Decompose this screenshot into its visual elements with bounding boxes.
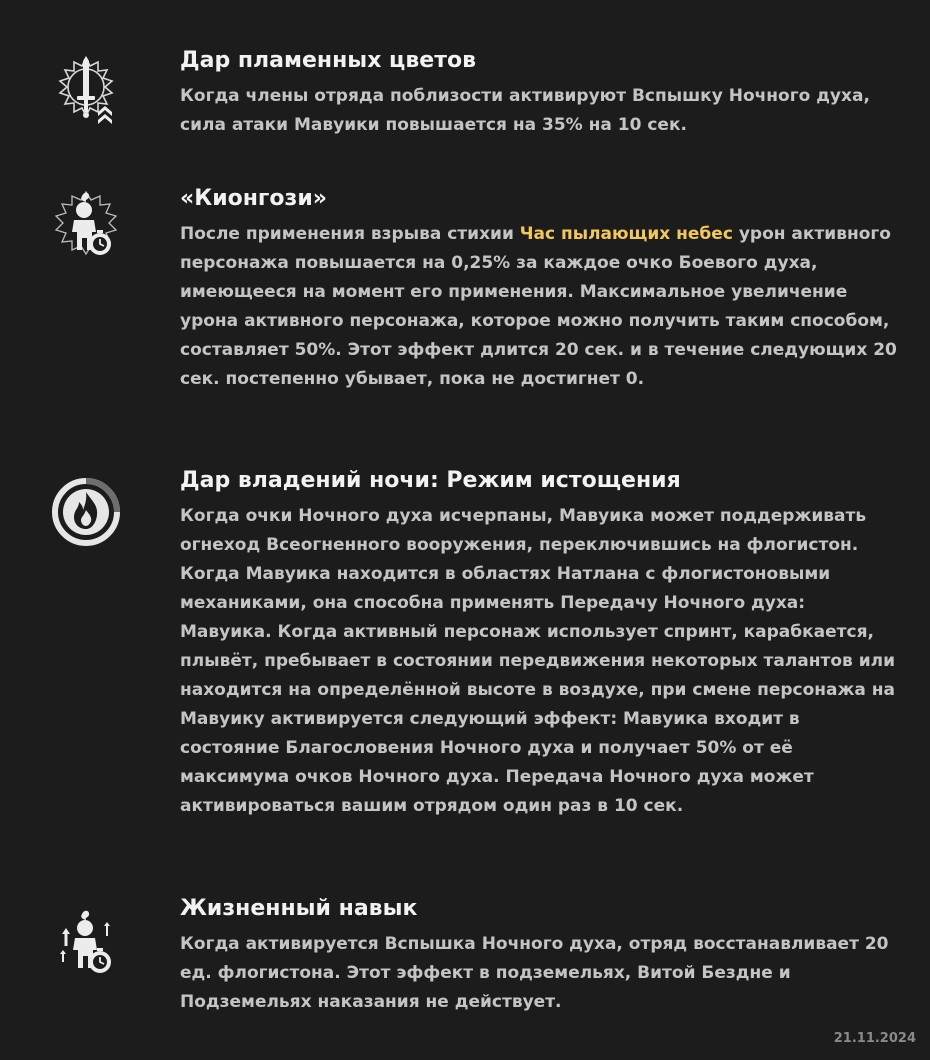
pyro-flame-icon	[48, 474, 124, 550]
talent-title: Дар пламенных цветов	[180, 48, 476, 73]
talent-description: Когда члены отряда поблизости активируют Вспышку Ночного духа, сила атаки Мавуики повышается на 35% на 10 сек.	[180, 86, 870, 135]
talent-description: Когда очки Ночного духа исчерпаны, Мавуика может поддерживать огнеход Всеогненного вооружения, переключившись на флогистон. Когда Мавуика находится в областях Натлана с флогистоновыми механиками, она способна применять Передачу Ночного духа: Мавуика. Когда активный персонаж использует спринт, карабкается, плывёт, пребывает в состоянии передвижения некоторых талантов или находится на определённой высоте в воздухе, при смене персонажа на Мавуику активируется следующий эффект: Мавуика входит в состояние Благословения Ночного духа и получает 50% от её максимума очков Ночного духа. Передача Ночного духа может активироваться вашим отрядом один раз в 10 сек.	[180, 506, 896, 816]
talent-title: «Кионгози»	[180, 186, 327, 211]
sword-rank-up-icon	[48, 52, 124, 128]
description-text: урон активного персонажа повышается на 0,25% за каждое очко Боевого духа, имеющееся на момент его применения. Максимальное увеличение урона активного персонажа, которое можно получить таким способом, составляет 50%. Этот эффект длится 20 сек. и в течение следующих 20 сек. постепенно убывает, пока не достигнет 0.	[180, 224, 897, 389]
talent-title: Дар владений ночи: Режим истощения	[180, 468, 681, 493]
talent-description: Когда активируется Вспышка Ночного духа, отряд восстанавливает 20 ед. флогистона. Этот эффект в подземельях, Витой Бездне и Подземельях наказания не действует.	[180, 934, 889, 1012]
talent-description	[180, 220, 900, 394]
talent-title: Жизненный навык	[180, 896, 418, 921]
date-stamp: 21.11.2024	[833, 1031, 916, 1046]
description-text: После применения взрыва стихии	[180, 224, 520, 244]
character-restore-timer-icon	[48, 906, 124, 982]
character-timer-icon	[48, 188, 124, 264]
skill-link-highlight[interactable]: Час пылающих небес	[519, 224, 733, 244]
